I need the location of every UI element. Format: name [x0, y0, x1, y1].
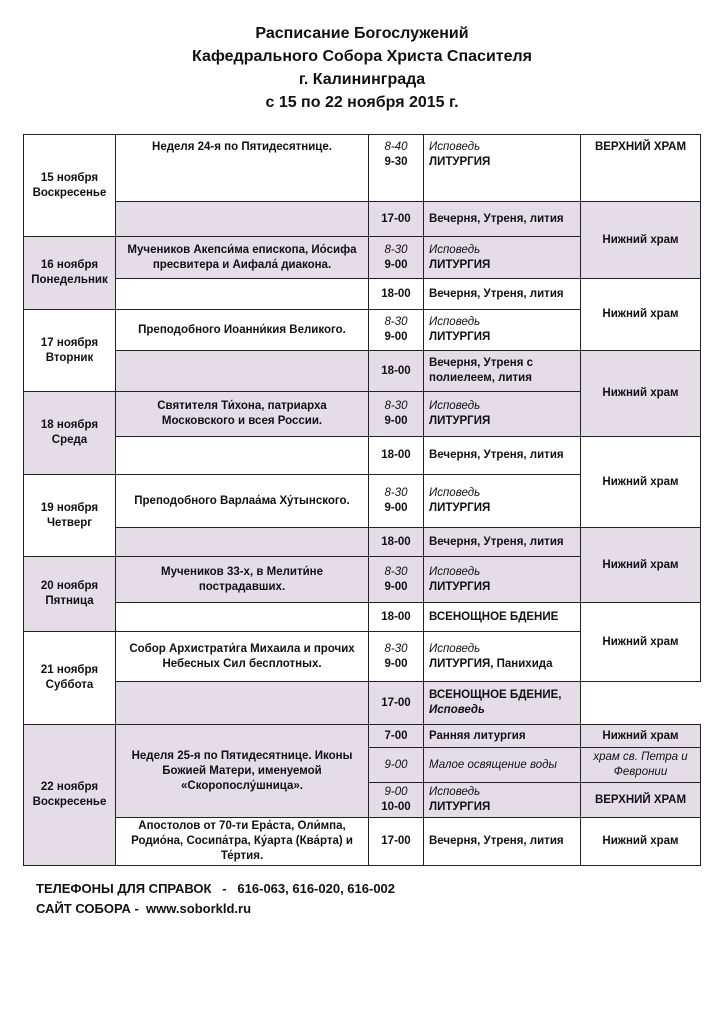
date-cell: 16 ноября Понедельник: [24, 237, 116, 310]
service-cell: Вечерня, Утреня, лития: [424, 818, 581, 866]
place-cell: ВЕРХНИЙ ХРАМ: [581, 783, 701, 818]
time-cell: 7-00: [369, 725, 424, 748]
time-cell: 8-30 9-00: [369, 632, 424, 682]
table-row: [24, 135, 701, 202]
time-cell: 9-00 10-00: [369, 783, 424, 818]
table-row: [24, 528, 701, 557]
date-cell: 19 ноября Четверг: [24, 475, 116, 557]
service-cell: ВСЕНОЩНОЕ БДЕНИЕ, Исповедь: [424, 682, 581, 725]
page-title: [0, 22, 724, 114]
time-cell: 8-30 9-00: [369, 310, 424, 351]
date-cell: 21 ноября Суббота: [24, 632, 116, 725]
table-row: [24, 603, 701, 632]
service-cell: Исповедь ЛИТУРГИЯ: [424, 135, 581, 202]
feast-description: Преподобного Варлаа́ма Ху́тынского.: [116, 475, 369, 528]
table-row: [24, 437, 701, 475]
time-cell: 8-30 9-00: [369, 237, 424, 279]
empty-cell: [116, 202, 369, 237]
time-cell: 8-40 9-30: [369, 135, 424, 202]
date-cell: 18 ноября Среда: [24, 392, 116, 475]
service-cell: Исповедь ЛИТУРГИЯ: [424, 237, 581, 279]
date-cell: 17 ноября Вторник: [24, 310, 116, 392]
title-line-3: г. Калининграда: [298, 71, 426, 88]
footer: [36, 879, 395, 919]
time-cell: 18-00: [369, 437, 424, 475]
service-cell: Исповедь ЛИТУРГИЯ: [424, 783, 581, 818]
place-cell: Нижний храм: [581, 603, 701, 682]
service-cell: Исповедь ЛИТУРГИЯ, Панихида: [424, 632, 581, 682]
service-cell: Вечерня, Утреня, лития: [424, 202, 581, 237]
time-cell: 18-00: [369, 528, 424, 557]
feast-description: Мучеников Акепси́ма епископа, Ио́сифа пресвитера и Аифала́ диакона.: [116, 237, 369, 279]
time-cell: 18-00: [369, 351, 424, 392]
time-cell: 18-00: [369, 279, 424, 310]
service-cell: Ранняя литургия: [424, 725, 581, 748]
place-cell: Нижний храм: [581, 725, 701, 748]
empty-cell: [116, 279, 369, 310]
place-cell: Нижний храм: [581, 818, 701, 866]
time-cell: 8-30 9-00: [369, 475, 424, 528]
empty-cell: [116, 528, 369, 557]
empty-cell: [116, 682, 369, 725]
table-row: [24, 202, 701, 237]
empty-cell: [116, 437, 369, 475]
place-cell: Нижний храм: [581, 528, 701, 603]
table-row: [24, 351, 701, 392]
title-line-1: Расписание Богослужений: [255, 25, 469, 42]
place-cell: Нижний храм: [581, 351, 701, 437]
table-row: [24, 725, 701, 748]
time-cell: 17-00: [369, 682, 424, 725]
service-cell: ВСЕНОЩНОЕ БДЕНИЕ: [424, 603, 581, 632]
service-cell: Исповедь ЛИТУРГИЯ: [424, 475, 581, 528]
service-cell: Исповедь ЛИТУРГИЯ: [424, 557, 581, 603]
schedule-table: [23, 134, 701, 866]
date-cell: 22 ноября Воскресенье: [24, 725, 116, 866]
service-cell: Исповедь ЛИТУРГИЯ: [424, 392, 581, 437]
empty-cell: [116, 603, 369, 632]
time-cell: 8-30 9-00: [369, 392, 424, 437]
title-line-2: Кафедрального Собора Христа Спасителя: [191, 48, 533, 65]
title-line-4: с 15 по 22 ноября 2015 г.: [265, 94, 459, 111]
service-cell: Вечерня, Утреня, лития: [424, 437, 581, 475]
feast-description: Святителя Ти́хона, патриарха Московского и всея России.: [116, 392, 369, 437]
service-cell: Исповедь ЛИТУРГИЯ: [424, 310, 581, 351]
service-cell: Вечерня, Утреня, лития: [424, 279, 581, 310]
time-cell: 9-00: [369, 748, 424, 783]
date-cell: 15 ноября Воскресенье: [24, 135, 116, 237]
service-cell: Вечерня, Утреня с полиелеем, лития: [424, 351, 581, 392]
table-row: [24, 818, 701, 866]
feast-description: Апостолов от 70-ти Ера́ста, Оли́мпа, Родио́на, Сосипа́тра, Ку́арта (Ква́рта) и Те́ртия.: [116, 818, 369, 866]
empty-cell: [116, 351, 369, 392]
service-cell: Вечерня, Утреня, лития: [424, 528, 581, 557]
place-cell: Нижний храм: [581, 279, 701, 351]
service-cell: Малое освящение воды: [424, 748, 581, 783]
time-cell: 8-30 9-00: [369, 557, 424, 603]
feast-description: Собор Архистрати́га Михаила и прочих Небесных Сил бесплотных.: [116, 632, 369, 682]
feast-description: Неделя 24-я по Пятидесятнице.: [116, 135, 369, 202]
time-cell: 17-00: [369, 202, 424, 237]
feast-description: Преподобного Иоанни́кия Великого.: [116, 310, 369, 351]
time-cell: 18-00: [369, 603, 424, 632]
place-cell: храм св. Петра и Февронии: [581, 748, 701, 783]
feast-description: Мучеников 33-х, в Мелити́не пострадавших.: [116, 557, 369, 603]
place-cell: Нижний храм: [581, 437, 701, 528]
table-row: [24, 682, 701, 725]
date-cell: 20 ноября Пятница: [24, 557, 116, 632]
table-row: [24, 279, 701, 310]
feast-description: Неделя 25-я по Пятидесятнице. Иконы Божией Матери, именуемой «Скоропослу́шница».: [116, 725, 369, 818]
phones-info: ТЕЛЕФОНЫ ДЛЯ СПРАВОК - 616-063, 616-020, 616-002: [36, 881, 396, 896]
time-cell: 17-00: [369, 818, 424, 866]
website-link[interactable]: САЙТ СОБОРА - www.soborkld.ru: [36, 901, 252, 916]
place-cell: ВЕРХНИЙ ХРАМ: [581, 135, 701, 202]
place-cell: Нижний храм: [581, 202, 701, 279]
